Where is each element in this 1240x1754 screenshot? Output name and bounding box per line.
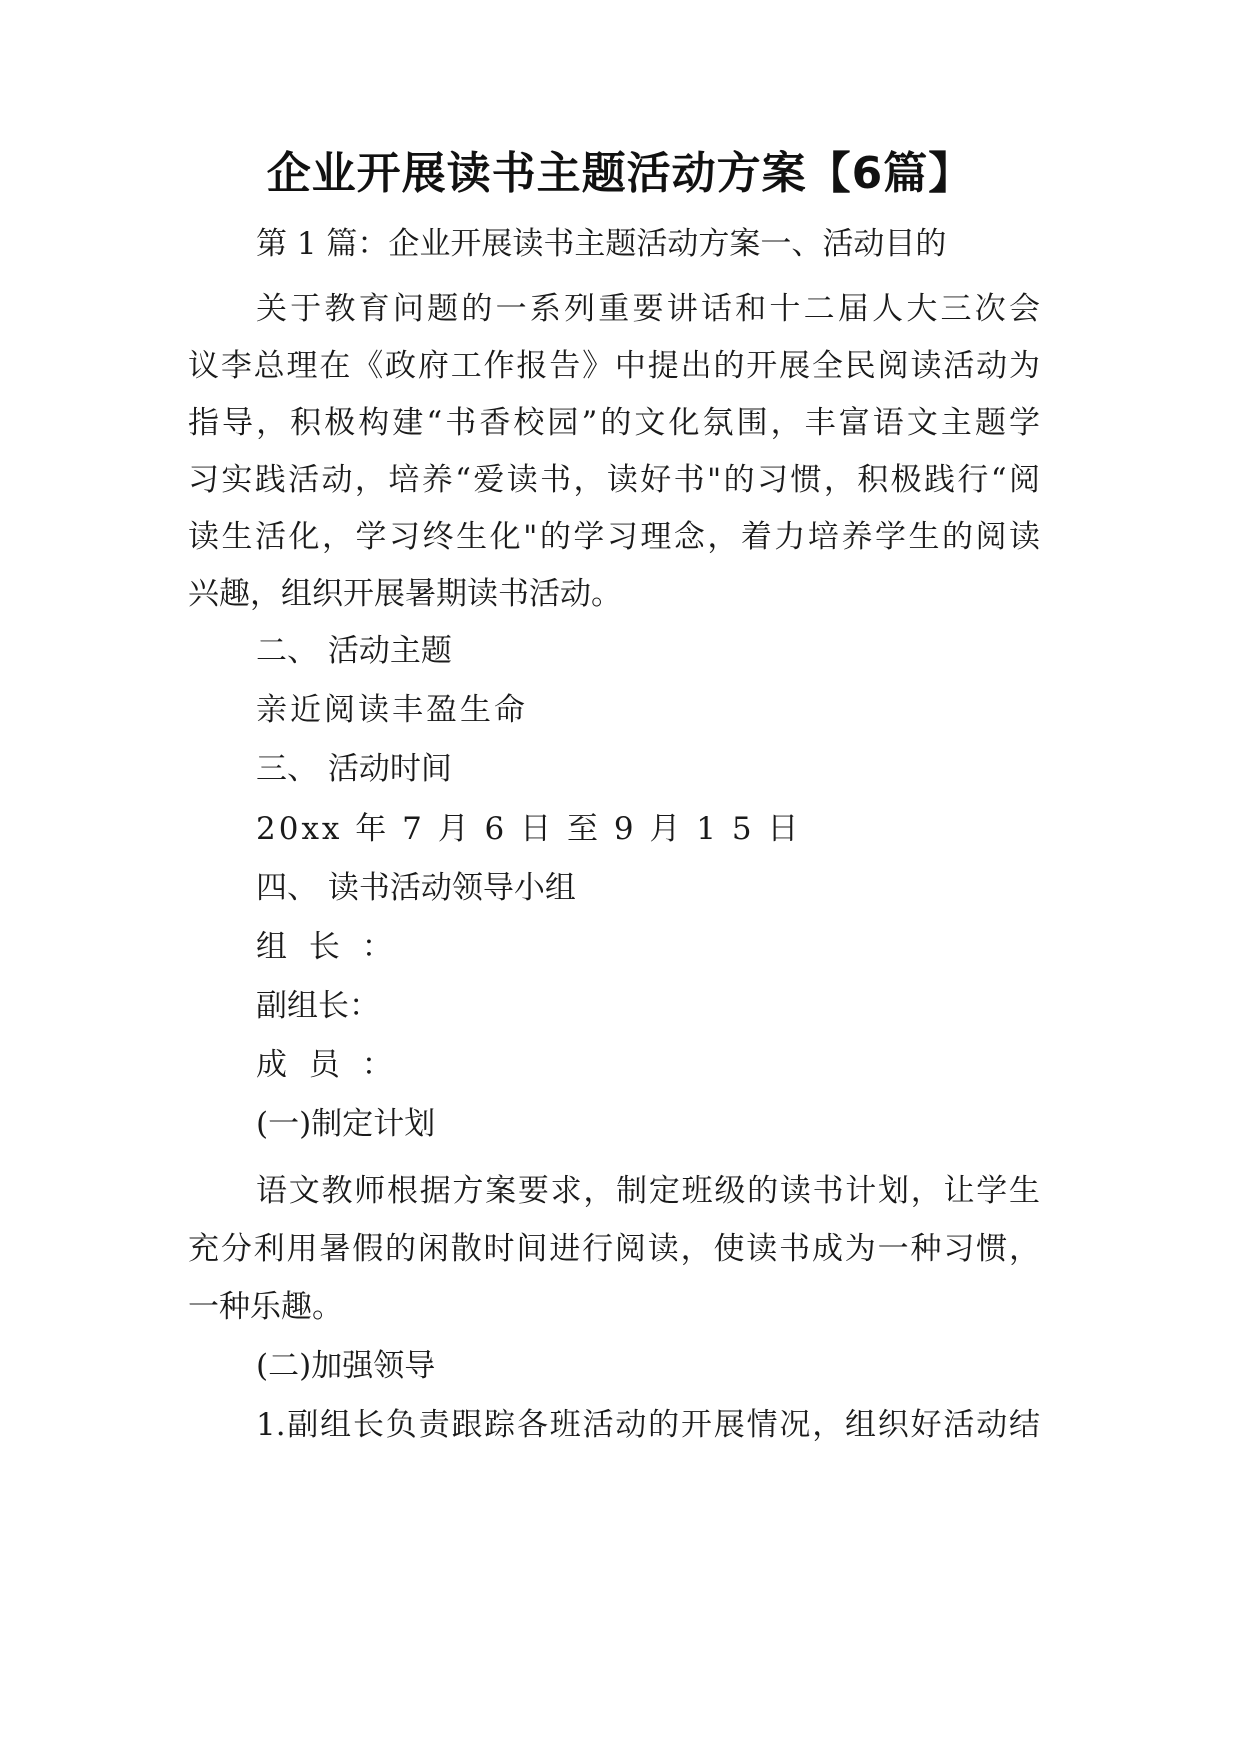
members-label: 成 员 ： (256, 1047, 399, 1083)
section-heading-part-1: 第 1 篇：企业开展读书主题活动方案一、活动目的 (256, 226, 947, 262)
section-heading: 四、 读书活动领导小组 (256, 870, 576, 906)
group-leader-label: 组 长 ： (256, 929, 399, 965)
paragraph-line: 关于教育问题的一系列重要讲话和十二届人大三次会 (256, 291, 1040, 327)
paragraph-line: 语文教师根据方案要求，制定班级的读书计划，让学生 (256, 1173, 1040, 1209)
paragraph-line: 议李总理在《政府工作报告》中提出的开展全民阅读活动为 (188, 348, 1040, 384)
paragraph-line: 指导，积极构建“书香校园”的文化氛围，丰富语文主题学 (188, 405, 1040, 441)
document-title: 企业开展读书主题活动方案【6篇】 (266, 148, 974, 199)
theme-text: 亲近阅读丰盈生命 (256, 692, 528, 728)
deputy-leader-label: 副组长： (256, 988, 380, 1024)
paragraph-line: 读生活化，学习终生化"的学习理念，着力培养学生的阅读 (188, 519, 1040, 555)
section-heading: 三、 活动时间 (256, 751, 452, 787)
paragraph-line: 兴趣，组织开展暑期读书活动。 (188, 576, 622, 612)
paragraph-line: 1.副组长负责跟踪各班活动的开展情况，组织好活动结 (256, 1407, 1040, 1443)
section-heading: 二、 活动主题 (256, 633, 452, 669)
activity-date: 20xx 年 7 月 6 日 至 9 月 1 5 日 (256, 811, 802, 847)
paragraph-line: 习实践活动，培养“爱读书，读好书"的习惯，积极践行“阅 (188, 462, 1040, 498)
paragraph-line: 充分利用暑假的闲散时间进行阅读，使读书成为一种习惯， (188, 1231, 1040, 1267)
subsection-heading: (二)加强领导 (256, 1348, 436, 1384)
subsection-heading: (一)制定计划 (256, 1106, 436, 1142)
paragraph-line: 一种乐趣。 (188, 1289, 343, 1325)
